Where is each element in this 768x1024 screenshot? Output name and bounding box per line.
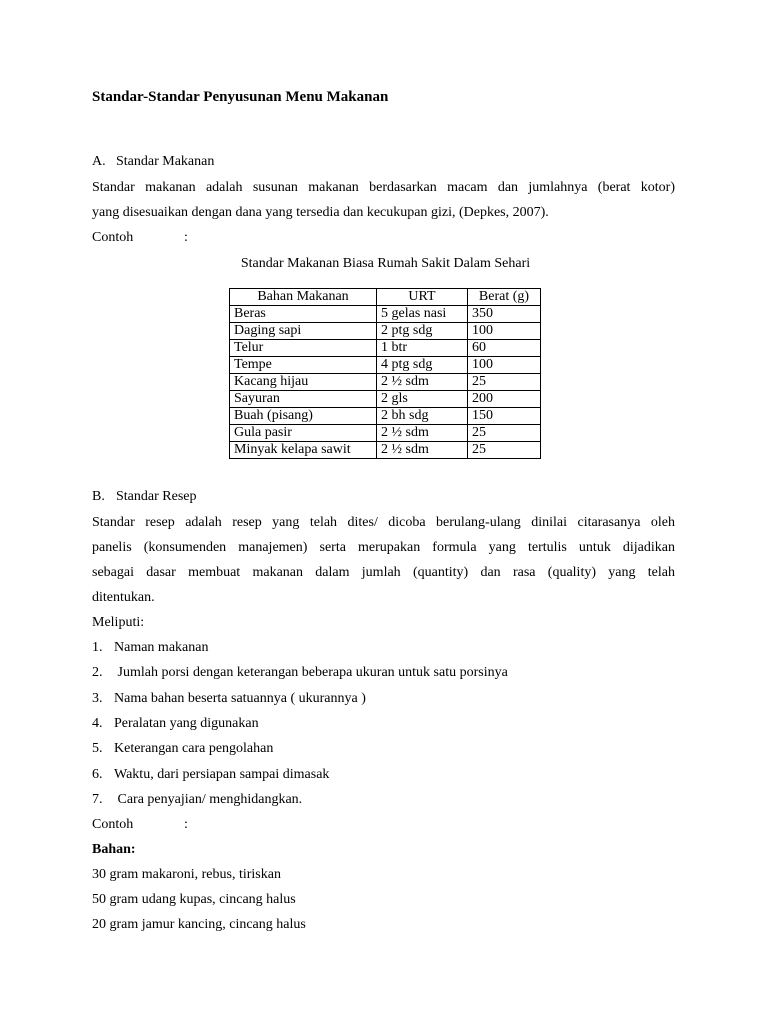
table-cell: Tempe	[230, 357, 377, 374]
table-row	[230, 357, 541, 374]
table-cell: Buah (pisang)	[230, 408, 377, 425]
list-item-text: Keterangan cara pengolahan	[114, 741, 274, 757]
list-item-text: Waktu, dari persiapan sampai dimasak	[114, 766, 330, 782]
table-cell: 2 gls	[377, 391, 468, 408]
table-cell: 1 btr	[377, 340, 468, 357]
ingredient-line: 20 gram jamur kancing, cincang halus	[92, 917, 306, 932]
table-cell: Kacang hijau	[230, 374, 377, 391]
table-cell: 2 ptg sdg	[377, 323, 468, 340]
section-b-title: Standar Resep	[116, 489, 197, 504]
section-a-heading	[92, 154, 214, 170]
table-cell: Daging sapi	[230, 323, 377, 340]
table-cell: 4 ptg sdg	[377, 357, 468, 374]
table-cell: 2 bh sdg	[377, 408, 468, 425]
section-a-contoh	[92, 230, 188, 246]
list-item-number: 4.	[92, 715, 103, 731]
list-item-number: 1.	[92, 640, 103, 655]
list-item-text: Nama bahan beserta satuannya ( ukurannya )	[114, 690, 366, 706]
table-cell: Sayuran	[230, 391, 377, 408]
table-cell: 2 ½ sdm	[377, 374, 468, 391]
table-cell: 25	[468, 442, 541, 459]
list-item-text: Naman makanan	[114, 640, 209, 655]
list-item-text: Peralatan yang digunakan	[114, 715, 259, 731]
table-cell: Telur	[230, 340, 377, 357]
table-row	[230, 442, 541, 459]
list-item	[92, 767, 329, 783]
list-item	[92, 741, 273, 757]
ingredient-line: 50 gram udang kupas, cincang halus	[92, 892, 296, 907]
table-header-cell: URT	[377, 289, 468, 306]
table-header-cell: Bahan Makanan	[230, 289, 377, 306]
table-cell: 350	[468, 306, 541, 323]
table-cell: Beras	[230, 306, 377, 323]
table-cell: 100	[468, 323, 541, 340]
section-b-paragraph-line: sebagai dasar membuat makanan dalam jumlah (quantity) dan rasa (quality) yang telah	[92, 565, 675, 580]
contoh-label: Contoh	[92, 817, 134, 832]
table-row	[230, 391, 541, 408]
table-cell: 150	[468, 408, 541, 425]
section-a-paragraph-line: yang disesuaikan dengan dana yang tersedia dan kecukupan gizi, (Depkes, 2007).	[92, 205, 549, 220]
table-cell: 60	[468, 340, 541, 357]
table-row	[230, 306, 541, 323]
section-b-paragraph-line: ditentukan.	[92, 590, 155, 605]
list-item-number: 3.	[92, 690, 103, 706]
table-cell: 25	[468, 425, 541, 442]
list-item	[92, 691, 366, 707]
list-item	[92, 640, 208, 656]
section-a-number: A.	[92, 154, 106, 169]
document-title: Standar-Standar Penyusunan Menu Makanan	[92, 89, 389, 105]
table-header-cell: Berat (g)	[468, 289, 541, 306]
list-item	[92, 792, 302, 808]
list-item-number: 6.	[92, 766, 103, 782]
list-item-number: 7.	[92, 791, 103, 807]
contoh-colon: :	[184, 230, 188, 245]
section-b-contoh	[92, 817, 188, 833]
food-standard-table	[229, 288, 541, 459]
table-row	[230, 340, 541, 357]
list-item-text: Cara penyajian/ menghidangkan.	[114, 791, 303, 807]
table-row	[230, 323, 541, 340]
section-b-paragraph-line: panelis (konsumenden manajemen) serta merupakan formula yang tertulis untuk dijadikan	[92, 540, 675, 555]
list-item	[92, 665, 508, 681]
list-item	[92, 716, 259, 732]
table-cell: 25	[468, 374, 541, 391]
table-row	[230, 408, 541, 425]
section-b-number: B.	[92, 489, 105, 504]
table-header-row	[230, 289, 541, 306]
table-row	[230, 425, 541, 442]
table-cell: 100	[468, 357, 541, 374]
contoh-label: Contoh	[92, 230, 134, 245]
meliputi-label: Meliputi:	[92, 615, 145, 630]
list-item-number: 2.	[92, 665, 103, 681]
table-cell: Gula pasir	[230, 425, 377, 442]
table-row	[230, 374, 541, 391]
table-cell: Minyak kelapa sawit	[230, 442, 377, 459]
list-item-text: Jumlah porsi dengan keterangan beberapa ukuran untuk satu porsinya	[114, 665, 508, 681]
table-cell: 2 ½ sdm	[377, 425, 468, 442]
table-caption: Standar Makanan Biasa Rumah Sakit Dalam Sehari	[240, 256, 531, 271]
bahan-label: Bahan:	[92, 842, 136, 857]
list-item-number: 5.	[92, 741, 103, 757]
section-a-title: Standar Makanan	[116, 154, 215, 169]
section-b-heading	[92, 489, 196, 505]
table-cell: 5 gelas nasi	[377, 306, 468, 323]
contoh-colon: :	[184, 817, 188, 832]
ingredient-line: 30 gram makaroni, rebus, tiriskan	[92, 867, 281, 882]
section-b-paragraph-line: Standar resep adalah resep yang telah dites/ dicoba berulang-ulang dinilai citarasanya oleh	[92, 515, 675, 530]
section-a-paragraph-line: Standar makanan adalah susunan makanan berdasarkan macam dan jumlahnya (berat kotor)	[92, 180, 675, 195]
table-cell: 200	[468, 391, 541, 408]
table-body	[230, 306, 541, 459]
table-cell: 2 ½ sdm	[377, 442, 468, 459]
